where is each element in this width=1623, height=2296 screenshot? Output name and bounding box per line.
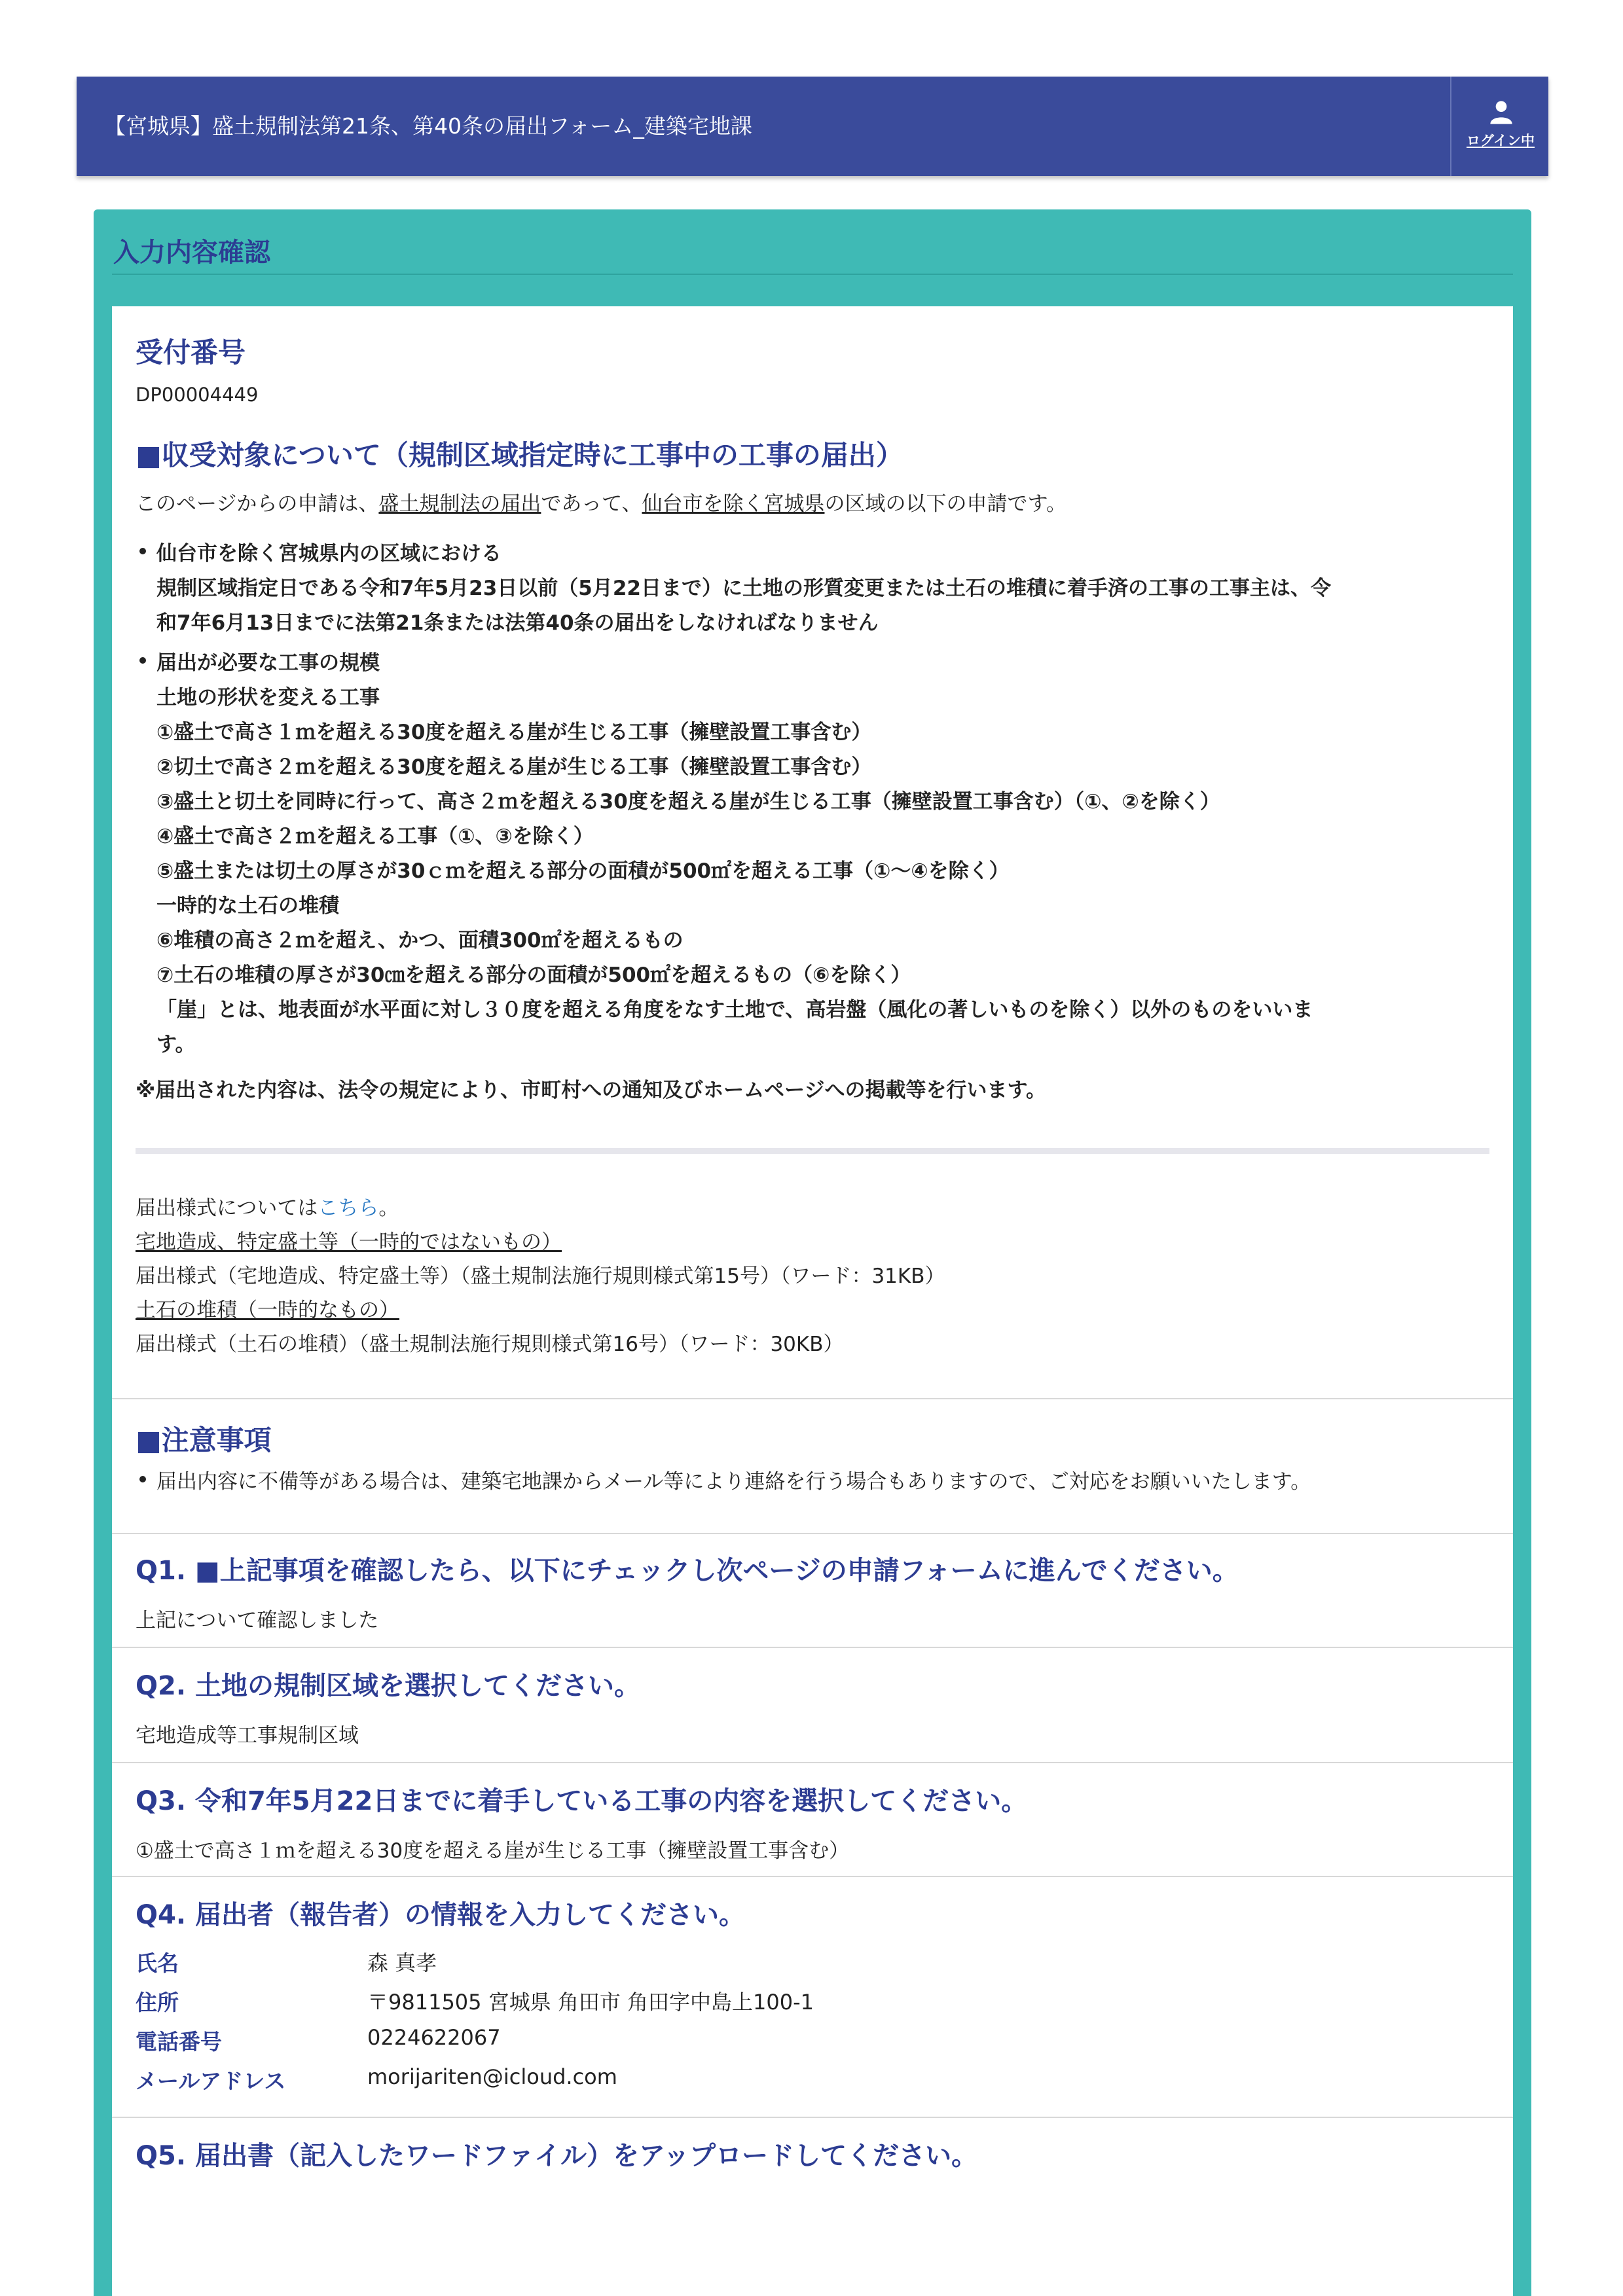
confirmation-panel [112, 306, 1513, 2296]
bullet1-line: 規制区域指定日である令和7年5月23日以前（5月22日まで）に土地の形質変更または土石の堆積に着手済の工事の工事主は、令 [156, 577, 1331, 600]
list-item [112, 646, 1331, 1062]
notice-intro-suffix: の区域の以下の申請です。 [824, 492, 1067, 516]
answer-q2: 宅地造成等工事規制区域 [136, 1724, 359, 1748]
question-q5: Q5. 届出書（記入したワードファイル）をアップロードしてください。 [136, 2141, 978, 2171]
notice-bullets [112, 537, 1331, 1062]
forms-lead [136, 1191, 399, 1221]
separator [112, 1398, 1513, 1399]
notice-intro-underline-1: 盛土規制法の届出 [378, 492, 541, 516]
bullet2-line: ③盛土と切土を同時に行って、高さ２ｍを超える30度を超える崖が生じる工事（擁壁設置工事含む）（①、②を除く） [156, 790, 1220, 814]
caution-heading: ■注意事項 [136, 1424, 272, 1456]
field-key-email: メールアドレス [136, 2068, 286, 2094]
separator [112, 1533, 1513, 1534]
notice-footnote: ※届出された内容は、法令の規定により、市町村への通知及びホームページへの掲載等を行います。 [136, 1079, 1047, 1102]
question-q4: Q4. 届出者（報告者）の情報を入力してください。 [136, 1900, 745, 1930]
login-status-button[interactable] [1450, 77, 1548, 176]
caution-bullets [112, 1465, 1311, 1499]
field-value-phone: 0224622067 [367, 2025, 501, 2050]
forms-lead-prefix: 届出様式については [136, 1196, 318, 1220]
bullet1-line: 和7年6月13日までに法第21条または法第40条の届出をしなければなりません [156, 611, 879, 635]
bullet2-line: 届出が必要な工事の規模 [156, 651, 380, 675]
card-title-divider [112, 274, 1513, 275]
login-label[interactable]: ログイン中 [1467, 133, 1535, 149]
caution-item-text: 届出内容に不備等がある場合は、建築宅地課からメール等により連絡を行う場合もありますので、ご対応をお願いいたします。 [156, 1470, 1311, 1494]
bullet2-line: 土地の形状を変える工事 [156, 686, 380, 709]
notice-intro-mid: であって、 [541, 492, 642, 516]
field-value-email: morijariten@icloud.com [367, 2064, 617, 2089]
question-q1: Q1. ■上記事項を確認したら、以下にチェックし次ページの申請フォームに進んでください。 [136, 1556, 1239, 1586]
forms-section1-title: 宅地造成、特定盛土等（一時的ではないもの） [136, 1230, 562, 1254]
bullet2-line: ⑥堆積の高さ２ｍを超え、かつ、面積300㎡を超えるもの [156, 929, 684, 952]
list-item [112, 1465, 1311, 1499]
field-key-address: 住所 [136, 1990, 179, 2015]
receipt-heading: 受付番号 [136, 336, 246, 368]
separator [112, 2117, 1513, 2118]
forms-lead-suffix: 。 [378, 1196, 399, 1220]
bullet2-line: す。 [156, 1033, 196, 1056]
bullet2-line: ④盛土で高さ２ｍを超える工事（①、③を除く） [156, 825, 594, 848]
confirmation-card [94, 209, 1531, 2296]
card-title: 入力内容確認 [113, 238, 270, 268]
notice-heading: ■収受対象について（規制区域指定時に工事中の工事の届出） [136, 439, 903, 471]
notice-intro-prefix: このページからの申請は、 [136, 492, 379, 516]
section-divider [136, 1148, 1489, 1154]
separator [112, 1762, 1513, 1763]
bullet2-line: 一時的な土石の堆積 [156, 894, 339, 918]
field-value-address: 〒9811505 宮城県 角田市 角田字中島上100-1 [367, 1990, 814, 2015]
bullet2-line: ⑦土石の堆積の厚さが30㎝を超える部分の面積が500㎡を超えるもの（⑥を除く） [156, 963, 911, 987]
bullet2-line: ②切土で高さ２ｍを超える30度を超える崖が生じる工事（擁壁設置工事含む） [156, 755, 872, 779]
list-item [112, 537, 1331, 641]
field-key-phone: 電話番号 [136, 2029, 222, 2054]
notice-intro-underline-2: 仙台市を除く宮城県 [642, 492, 825, 516]
bullet2-line: 「崖」とは、地表面が水平面に対し３０度を超える角度をなす土地で、高岩盤（風化の著しいものを除く）以外のものをいいま [156, 998, 1313, 1022]
separator [112, 1876, 1513, 1877]
form-title: 【宮城県】盛土規制法第21条、第40条の届出フォーム_建築宅地課 [104, 113, 752, 139]
bullet1-line: 仙台市を除く宮城県内の区域における [156, 542, 501, 565]
forms-link[interactable]: こちら [318, 1196, 379, 1220]
answer-q3: ①盛土で高さ１ｍを超える30度を超える崖が生じる工事（擁壁設置工事含む） [136, 1839, 850, 1863]
field-key-name: 氏名 [136, 1950, 179, 1976]
forms-section1-file: 届出様式（宅地造成、特定盛土等）（盛土規制法施行規則様式第15号）（ワード：31KB） [136, 1265, 945, 1288]
receipt-number: DP00004449 [136, 384, 259, 406]
app-header [77, 77, 1548, 176]
separator [112, 1647, 1513, 1648]
notice-intro [136, 487, 1067, 516]
bullet2-line: ⑤盛土または切土の厚さが30ｃｍを超える部分の面積が500㎡を超える工事（①〜④を除く） [156, 859, 1010, 883]
answer-q1: 上記について確認しました [136, 1609, 379, 1632]
forms-section2-file: 届出様式（土石の堆積）（盛土規制法施行規則様式第16号）（ワード：30KB） [136, 1333, 844, 1356]
question-q3: Q3. 令和7年5月22日までに着手している工事の内容を選択してください。 [136, 1786, 1028, 1816]
forms-section2-title: 土石の堆積（一時的なもの） [136, 1299, 399, 1322]
question-q2: Q2. 土地の規制区域を選択してください。 [136, 1671, 640, 1701]
user-icon [1488, 99, 1514, 125]
bullet2-line: ①盛土で高さ１ｍを超える30度を超える崖が生じる工事（擁壁設置工事含む） [156, 721, 872, 744]
field-value-name: 森 真孝 [367, 1950, 437, 1975]
